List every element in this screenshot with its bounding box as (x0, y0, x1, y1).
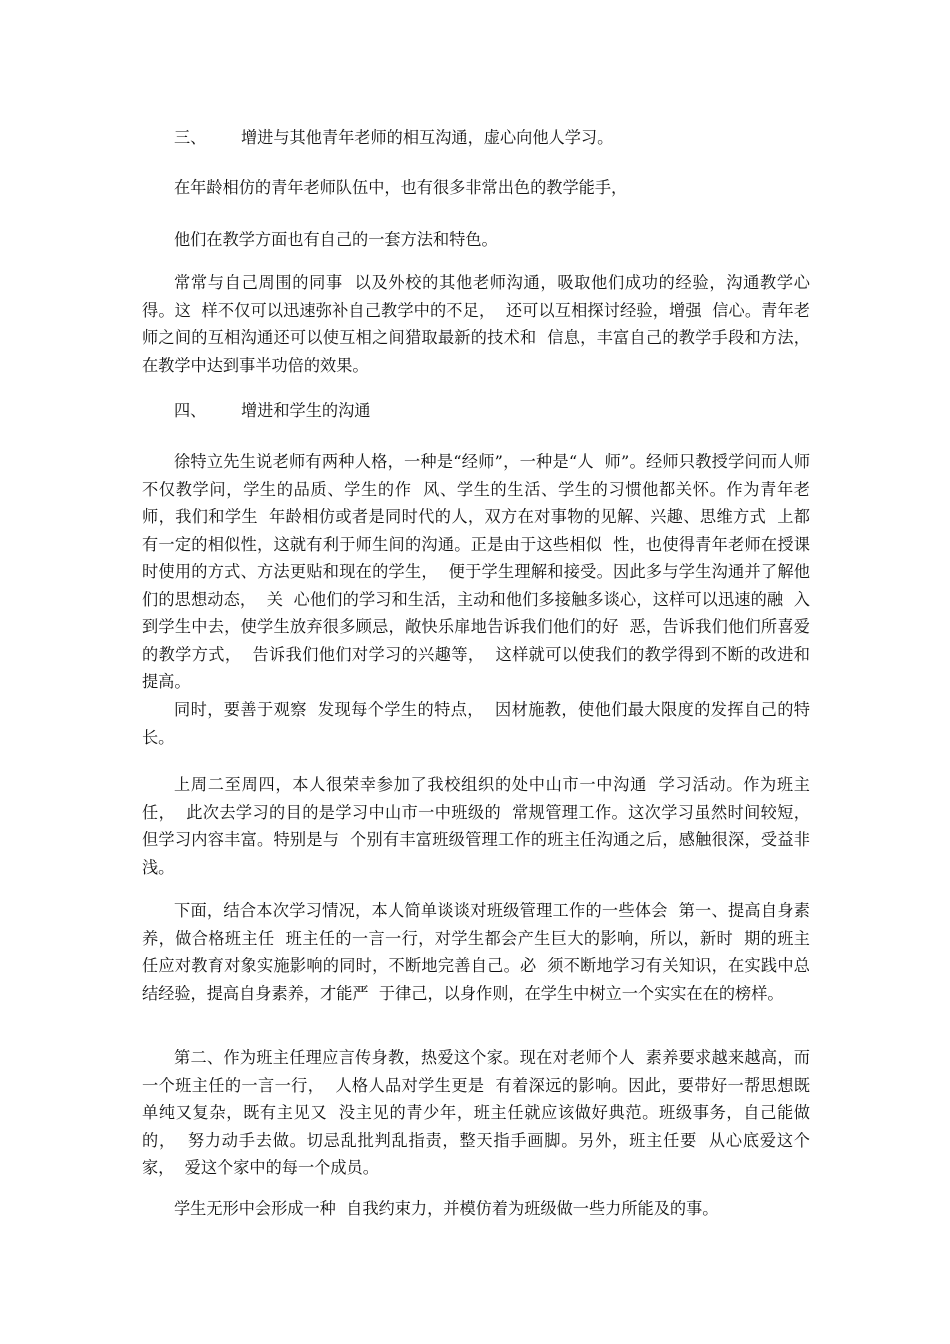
section-number: 四、 (174, 401, 207, 420)
paragraph: 同时，要善于观察 发现每个学生的特点， 因材施教，使他们最大限度的发挥自己的特长。 (142, 700, 810, 747)
section-heading-four (174, 397, 371, 425)
paragraph: 在年龄相仿的青年老师队伍中，也有很多非常出色的教学能手， (174, 178, 628, 197)
paragraph: 学生无形中会形成一种 自我约束力，并模仿着为班级做一些力所能及的事。 (174, 1199, 719, 1218)
paragraph: 下面，结合本次学习情况，本人简单谈谈对班级管理工作的一些体会 第一、提高自身素养，做合格班主任 班主任的一言一行，对学生都会产生巨大的影响，所以，新时 期的班主任应对教育对象实施影响的同时，不断地完善自己。必 须不断地学习有关知识，在实践中总结经验，提高自身素养，才能严 于律己，以身作则，在学生中树立一个实实在在的榜样。 (142, 901, 810, 1003)
paragraph: 上周二至周四，本人很荣幸参加了我校组织的处中山市一中沟通 学习活动。作为班主任， 此次去学习的目的是学习中山市一中班级的 常规管理工作。这次学习虽然时间较短，但学习内容丰富。特别是与 个别有丰富班级管理工作的班主任沟通之后，感触很深，受益非浅。 (142, 775, 810, 877)
section-title: 增进与其他青年老师的相互沟通，虚心向他人学习。 (241, 128, 614, 147)
section-heading-three (174, 124, 613, 152)
paragraph: 他们在教学方面也有自己的一套方法和特色。 (174, 230, 498, 249)
section-title: 增进和学生的沟通 (241, 401, 371, 420)
section-number: 三、 (174, 128, 207, 147)
paragraph: 徐特立先生说老师有两种人格，一种是“经师”，一种是“人 师”。经师只教授学问而人师不仅教学问，学生的品质、学生的作 风、学生的生活、学生的习惯他都关怀。作为青年老师，我们和学生 年龄相仿或者是同时代的人，双方在对事物的见解、兴趣、思维方式 上都有一定的相似性，这就有利于师生间的沟通。正是由于这些相似 性，也使得青年老师在授课时使用的方式、方法更贴和现在的学生， 便于学生理解和接受。因此多与学生沟通并了解他们的思想动态， 关 心他们的学习和生活，主动和他们多接触多谈心，这样可以迅速的融 入到学生中去，使学生放弃很多顾忌，敞快乐扉地告诉我们他们的好 恶，告诉我们他们所喜爱的教学方式， 告诉我们他们对学习的兴趣等， 这样就可以使我们的教学得到不断的改进和提高。 (142, 452, 810, 691)
paragraph: 第二、作为班主任理应言传身教，热爱这个家。现在对老师个人 素养要求越来越高，而一个班主任的一言一行， 人格人品对学生更是 有着深远的影响。因此，要带好一帮思想既单纯又复杂，既有主见又 没主见的青少年，班主任就应该做好典范。班级事务，自己能做的， 努力动手去做。切忌乱批判乱指责，整天指手画脚。另外，班主任要 从心底爱这个家， 爱这个家中的每一个成员。 (142, 1048, 810, 1177)
paragraph: 常常与自己周围的同事 以及外校的其他老师沟通，吸取他们成功的经验，沟通教学心得。这 样不仅可以迅速弥补自己教学中的不足， 还可以互相探讨经验，增强 信心。青年老师之间的互相沟通还可以使互相之间猎取最新的技术和 信息，丰富自己的教学手段和方法，在教学中达到事半功倍的效果。 (142, 273, 810, 375)
